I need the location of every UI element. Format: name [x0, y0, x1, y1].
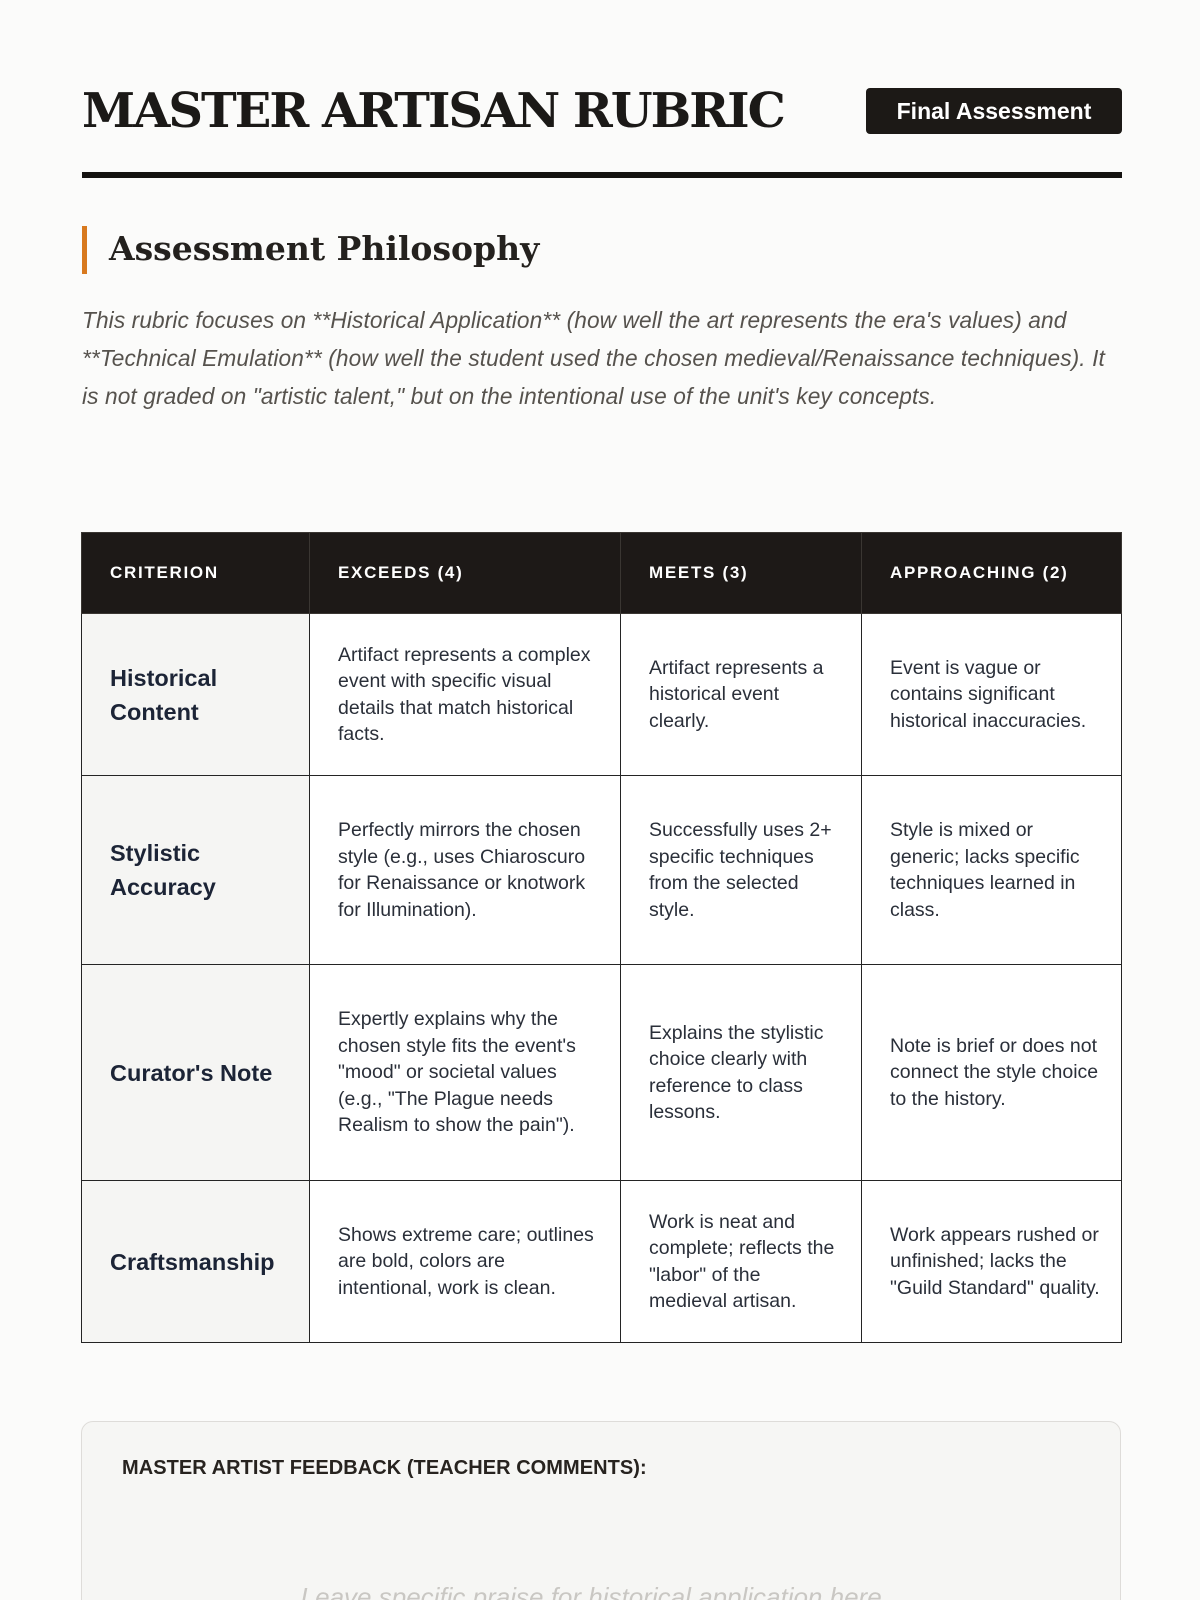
page-title: MASTER ARTISAN RUBRIC: [82, 83, 784, 139]
assessment-philosophy-section: [82, 226, 1122, 415]
exceeds-cell: Expertly explains why the chosen style fits the event's "mood" or societal values (e.g., "The Plague needs Realism to show the pain").: [310, 965, 621, 1181]
exceeds-cell: Artifact represents a complex event with specific visual details that match historical facts.: [310, 614, 621, 776]
table-row: [82, 776, 1122, 965]
page-header: [82, 80, 1122, 178]
meets-cell: Successfully uses 2+ specific techniques from the selected style.: [621, 776, 862, 965]
feedback-label: MASTER ARTIST FEEDBACK (TEACHER COMMENTS):: [122, 1457, 647, 1479]
rubric-table: [81, 532, 1122, 1343]
exceeds-column-header: EXCEEDS (4): [310, 533, 621, 614]
meets-cell: Explains the stylistic choice clearly with reference to class lessons.: [621, 965, 862, 1181]
criterion-cell: Stylistic Accuracy: [82, 776, 310, 965]
table-header-row: [82, 533, 1122, 614]
meets-column-header: MEETS (3): [621, 533, 862, 614]
approaching-cell: Event is vague or contains significant historical inaccuracies.: [862, 614, 1122, 776]
criterion-cell: Craftsmanship: [82, 1181, 310, 1343]
criterion-cell: Historical Content: [82, 614, 310, 776]
criterion-column-header: CRITERION: [82, 533, 310, 614]
approaching-column-header: APPROACHING (2): [862, 533, 1122, 614]
approaching-cell: Work appears rushed or unfinished; lacks the "Guild Standard" quality.: [862, 1181, 1122, 1343]
philosophy-text: This rubric focuses on **Historical Application** (how well the art represents the era's values) and **Technical Emulation** (how well the student used the chosen medieval/Renaissance techniques). It is not graded on "artistic talent," but on the intentional use of the unit's key concepts.: [82, 307, 1105, 409]
meets-cell: Artifact represents a historical event clearly.: [621, 614, 862, 776]
approaching-cell: Style is mixed or generic; lacks specific techniques learned in class.: [862, 776, 1122, 965]
rubric-table-header: [82, 533, 1122, 614]
table-row: [82, 965, 1122, 1181]
assessment-badge: Final Assessment: [866, 88, 1122, 134]
meets-cell: Work is neat and complete; reflects the "labor" of the medieval artisan.: [621, 1181, 862, 1343]
section-heading: Assessment Philosophy: [82, 226, 1122, 274]
feedback-textarea[interactable]: [122, 1582, 1082, 1600]
table-row: [82, 1181, 1122, 1343]
approaching-cell: Note is brief or does not connect the style choice to the history.: [862, 965, 1122, 1181]
table-row: [82, 614, 1122, 776]
exceeds-cell: Perfectly mirrors the chosen style (e.g., uses Chiaroscuro for Renaissance or knotwork for Illumination).: [310, 776, 621, 965]
exceeds-cell: Shows extreme care; outlines are bold, colors are intentional, work is clean.: [310, 1181, 621, 1343]
criterion-cell: Curator's Note: [82, 965, 310, 1181]
teacher-feedback-panel: [81, 1421, 1121, 1600]
rubric-table-body: [82, 614, 1122, 1343]
